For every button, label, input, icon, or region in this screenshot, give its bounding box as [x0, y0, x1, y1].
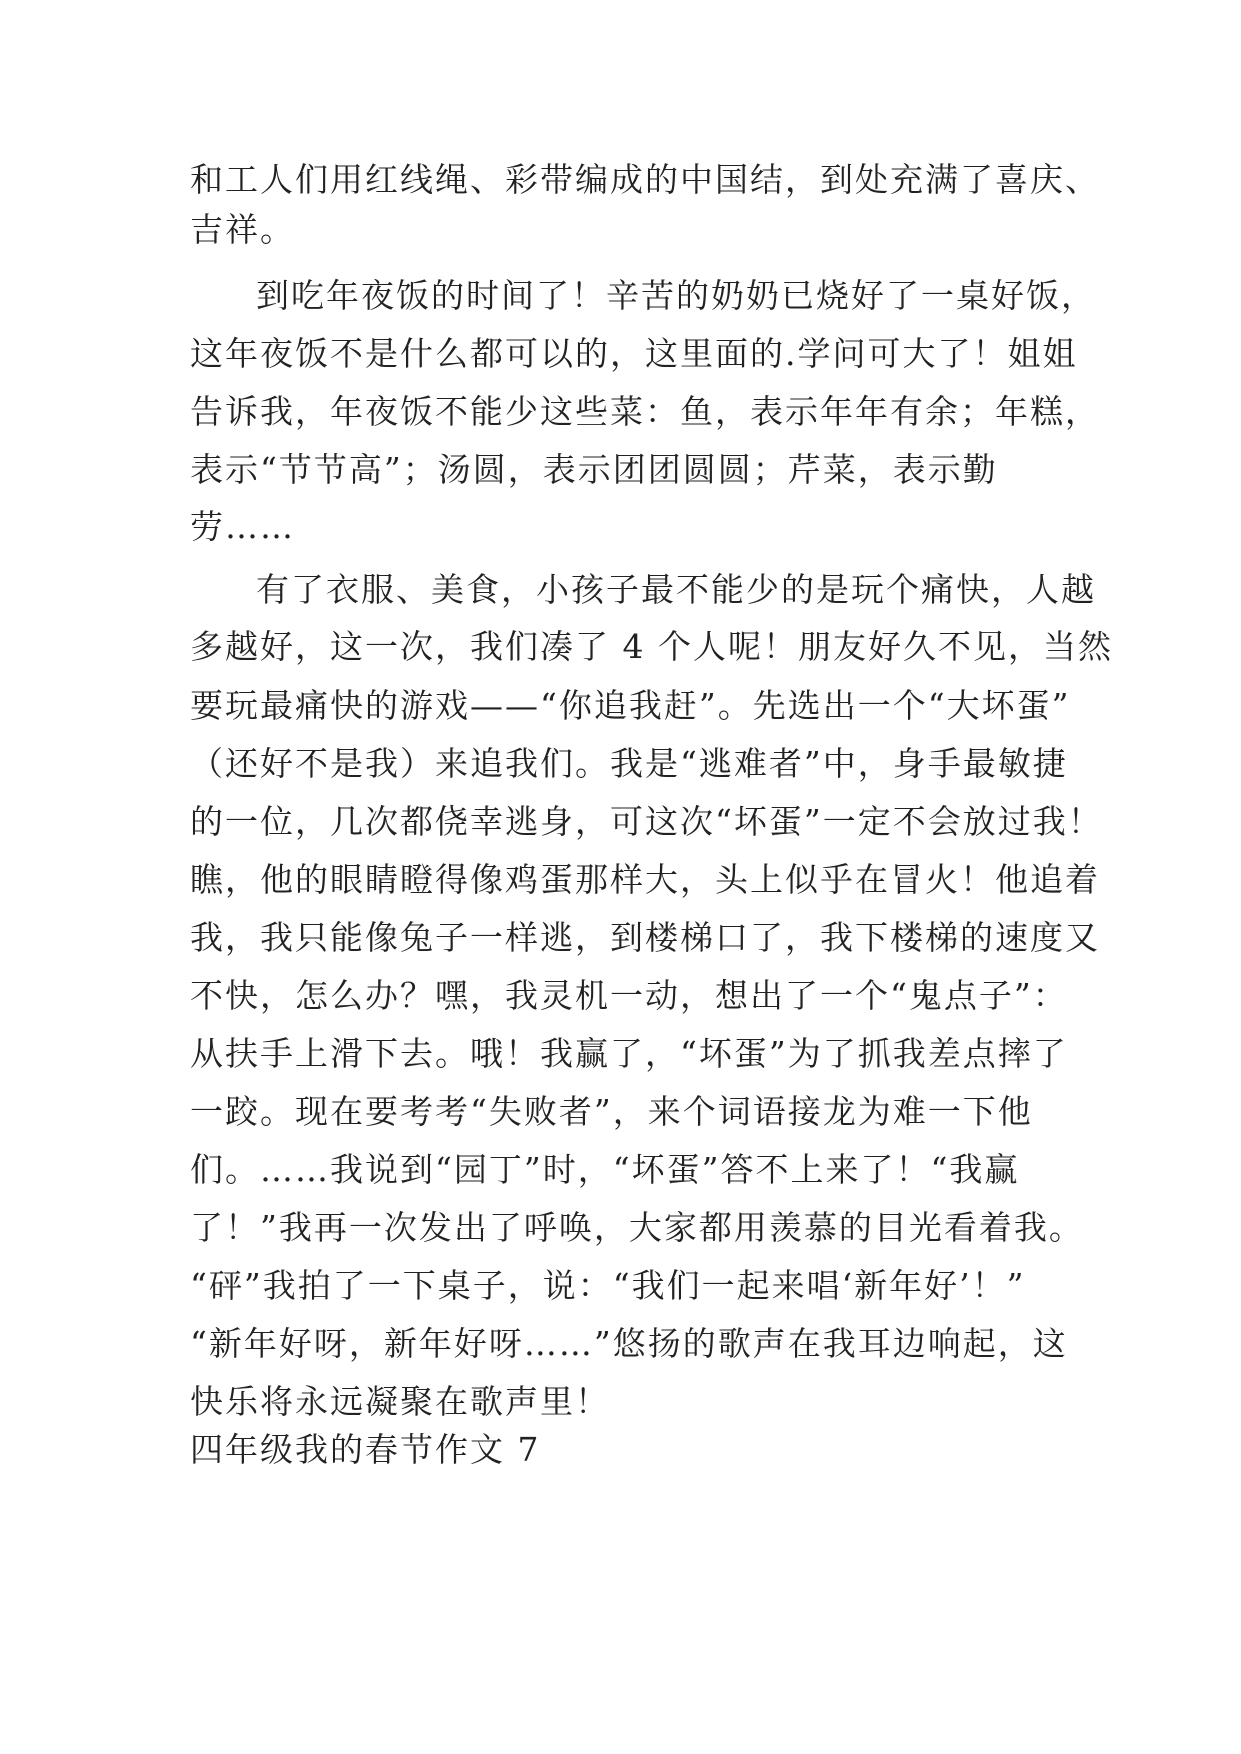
text-line-1: 和工人们用红线绳、彩带编成的中国结，到处充满了喜庆、	[190, 160, 1100, 199]
text-line-12: 的一位，几次都侥幸逃身，可这次“坏蛋”一定不会放过我！	[190, 802, 1103, 841]
text-line-19: 了！”我再一次发出了呼唤，大家都用羡慕的目光看着我。	[190, 1208, 1084, 1247]
text-line-11: （还好不是我）来追我们。我是“逃难者”中，身手最敏捷	[190, 744, 1068, 783]
text-line-13: 瞧，他的眼睛瞪得像鸡蛋那样大，头上似乎在冒火！他追着	[190, 860, 1100, 899]
text-line-3: 到吃年夜饭的时间了！辛苦的奶奶已烧好了一桌好饭，	[256, 276, 1096, 315]
text-line-22: 快乐将永远凝聚在歌声里！	[190, 1382, 610, 1421]
text-line-7: 劳……	[190, 507, 295, 546]
text-line-10: 要玩最痛快的游戏——“你追我赶”。先选出一个“大坏蛋”	[190, 686, 1071, 725]
section-heading: 四年级我的春节作文 7	[190, 1430, 541, 1469]
text-line-15: 不快，怎么办？嘿，我灵机一动，想出了一个“鬼点子”：	[190, 976, 1068, 1015]
text-line-20: “砰”我拍了一下桌子，说：“我们一起来唱‘新年好’！”	[190, 1266, 1026, 1305]
text-line-4: 这年夜饭不是什么都可以的，这里面的.学问可大了！姐姐	[190, 334, 1078, 373]
text-line-8: 有了衣服、美食，小孩子最不能少的是玩个痛快，人越	[256, 570, 1096, 609]
section-heading-block	[190, 1420, 1070, 1490]
text-line-21: “新年好呀，新年好呀……”悠扬的歌声在我耳边响起，这	[190, 1324, 1068, 1363]
text-line-5: 告诉我，年夜饭不能少这些菜：鱼，表示年年有余；年糕，	[190, 392, 1100, 431]
text-line-6: 表示“节节高”；汤圆，表示团团圆圆；芹菜，表示勤	[190, 450, 998, 489]
text-line-18: 们。……我说到“园丁”时，“坏蛋”答不上来了！“我赢	[190, 1150, 1020, 1189]
document-body	[190, 150, 1113, 1421]
text-line-17: 一跤。现在要考考“失败者”，来个词语接龙为难一下他	[190, 1092, 1033, 1131]
text-line-14: 我，我只能像兔子一样逃，到楼梯口了，我下楼梯的速度又	[190, 918, 1100, 957]
text-line-2: 吉祥。	[190, 210, 295, 249]
text-line-16: 从扶手上滑下去。哦！我赢了，“坏蛋”为了抓我差点摔了	[190, 1034, 1068, 1073]
text-line-9: 多越好，这一次，我们凑了 4 个人呢！朋友好久不见，当然	[190, 627, 1113, 666]
